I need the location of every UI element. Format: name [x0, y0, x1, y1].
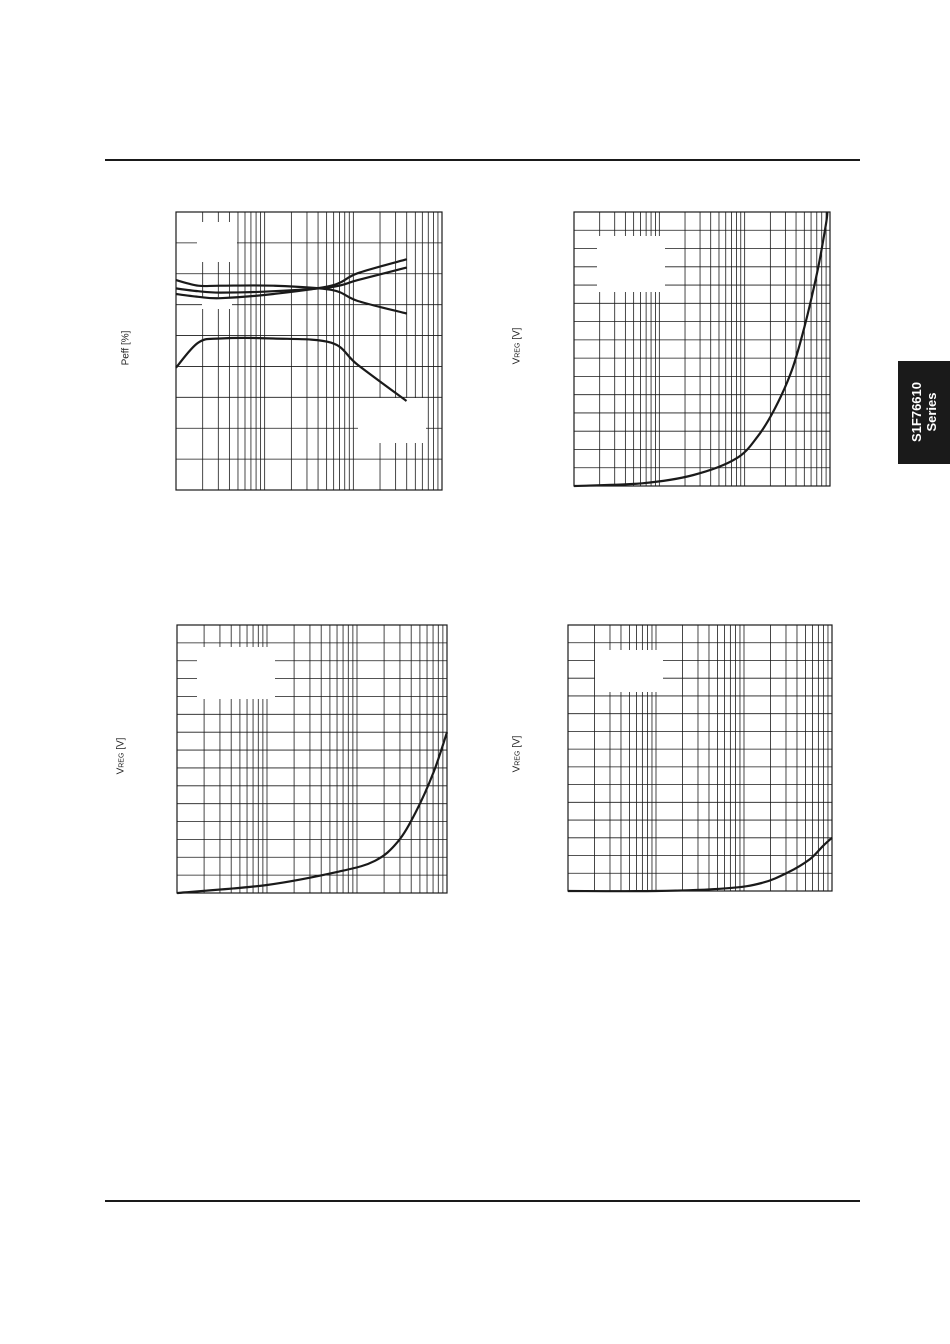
legend-blank	[595, 650, 663, 692]
legend-blank	[197, 647, 275, 699]
chart-3	[177, 625, 447, 893]
series-line-1	[568, 838, 832, 891]
chart-4	[568, 625, 832, 891]
legend-blank	[358, 398, 426, 443]
legend-blank	[597, 236, 665, 292]
chart-2	[574, 212, 830, 486]
chart-4-ylabel: VREG [V]	[511, 735, 523, 773]
chart-2-ylabel: VREG [V]	[511, 327, 523, 365]
chart-1-ylabel: Peff [%]	[120, 330, 132, 366]
chart-3-ylabel: VREG [V]	[115, 737, 127, 775]
series-line-1	[177, 732, 447, 893]
chart-1	[176, 212, 442, 490]
series-tab-label: S1F76610 Series	[909, 382, 939, 442]
legend-blank	[197, 222, 237, 262]
